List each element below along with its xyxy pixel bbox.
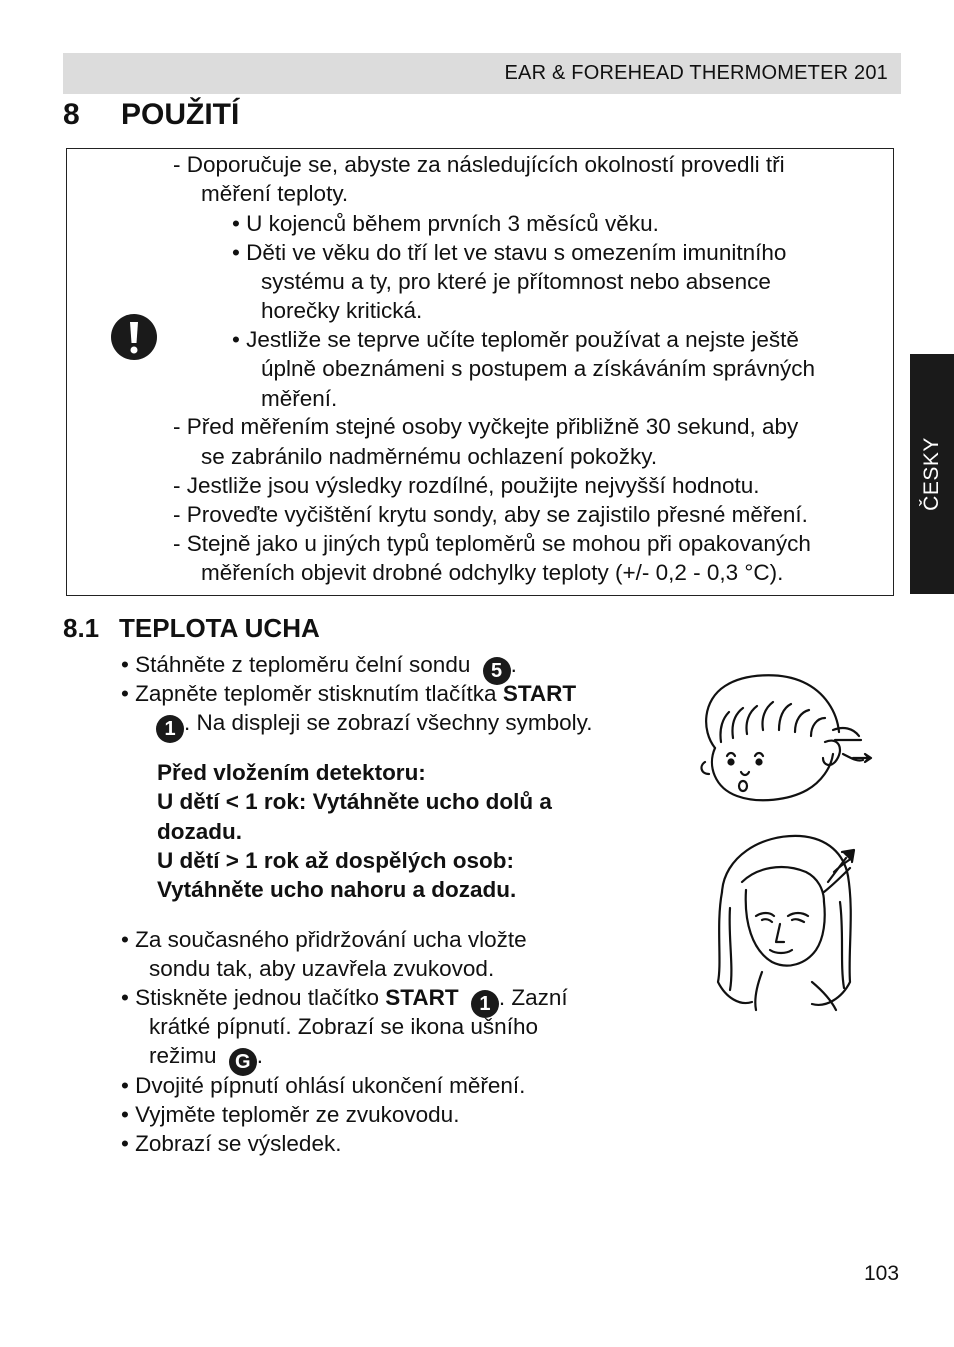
note-line: Vytáhněte ucho nahoru a dozadu. — [157, 877, 517, 902]
step-line — [156, 712, 593, 743]
step-line: krátké pípnutí. Zobrazí se ikona ušního — [149, 1014, 538, 1039]
note-line: U dětí > 1 rok až dospělých osob: — [157, 848, 514, 873]
warning-line: systému a ty, pro které je přítomnost nebo absence — [261, 269, 771, 294]
warning-line: - Doporučuje se, abyste za následujících okolností provedli tři — [173, 152, 785, 177]
child-ear-illustration — [693, 670, 873, 805]
subsection-title: TEPLOTA UCHA — [119, 613, 320, 643]
warning-line: • U kojenců během prvních 3 měsíců věku. — [232, 211, 659, 236]
warning-line: horečky kritická. — [261, 298, 423, 323]
step-text: • Zapněte teploměr stisknutím tlačítka — [121, 681, 497, 706]
warning-line: měřeních objevit drobné odchylky teploty (+/- 0,2 - 0,3 °C). — [201, 560, 784, 585]
warning-line: - Jestliže jsou výsledky rozdílné, použijte nejvyšší hodnotu. — [173, 473, 760, 498]
step-line — [149, 1045, 263, 1076]
section-title: POUŽITÍ — [121, 98, 240, 131]
language-tab-label: ČESKY — [920, 437, 943, 511]
warning-line: - Před měřením stejné osoby vyčkejte přibližně 30 sekund, aby — [173, 414, 799, 439]
step-text: • Stáhněte z teploměru čelní sondu — [121, 652, 471, 677]
start-label: START — [502, 681, 577, 706]
note-line: dozadu. — [157, 819, 242, 844]
step-line: • Zobrazí se výsledek. — [121, 1131, 342, 1156]
step-text: . Na displeji se zobrazí všechny symboly. — [184, 710, 593, 735]
header-bar — [63, 53, 901, 94]
step-line: sondu tak, aby uzavřela zvukovod. — [149, 956, 495, 981]
start-label: START — [385, 985, 459, 1010]
warning-line: úplně obeznámeni s postupem a získáváním správných — [261, 356, 816, 381]
warning-line: - Proveďte vyčištění krytu sondy, aby se zajistilo přesné měření. — [173, 502, 808, 527]
step-text: • Stiskněte jednou tlačítko — [121, 985, 380, 1010]
warning-line: se zabránilo nadměrnému ochlazení pokožky. — [201, 444, 658, 469]
note-line: Před vložením detektoru: — [157, 760, 426, 785]
button-1-badge: 1 — [156, 715, 184, 743]
subsection-number: 8.1 — [63, 613, 100, 643]
adult-ear-illustration — [712, 832, 860, 1012]
step-line: • Dvojité pípnutí ohlásí ukončení měření. — [121, 1073, 526, 1098]
button-1-badge: 1 — [471, 990, 499, 1018]
button-5-badge: 5 — [483, 657, 511, 685]
step-text: . — [256, 1043, 264, 1068]
warning-line: - Stejně jako u jiných typů teploměrů se mohou při opakovaných — [173, 531, 811, 556]
step-text: . Zazní — [498, 985, 568, 1010]
exclamation-icon — [110, 313, 158, 361]
note-line: U dětí < 1 rok: Vytáhněte ucho dolů a — [157, 789, 552, 814]
step-text: režimu — [149, 1043, 217, 1068]
warning-line: měření. — [261, 386, 338, 411]
step-line: • Za současného přidržování ucha vložte — [121, 927, 527, 952]
section-number: 8 — [63, 98, 80, 131]
step-line — [121, 683, 576, 706]
warning-line: • Jestliže se teprve učíte teploměr používat a nejste ještě — [232, 327, 799, 352]
language-tab — [910, 354, 954, 594]
step-line: • Vyjměte teploměr ze zvukovodu. — [121, 1102, 460, 1127]
warning-line: • Děti ve věku do tří let ve stavu s omezením imunitního — [232, 240, 787, 265]
header-title: EAR & FOREHEAD THERMOMETER 201 — [504, 62, 888, 84]
step-text: . — [510, 652, 517, 677]
ear-mode-badge: G — [229, 1048, 257, 1076]
page-number: 103 — [864, 1262, 900, 1285]
warning-line: měření teploty. — [201, 181, 349, 206]
